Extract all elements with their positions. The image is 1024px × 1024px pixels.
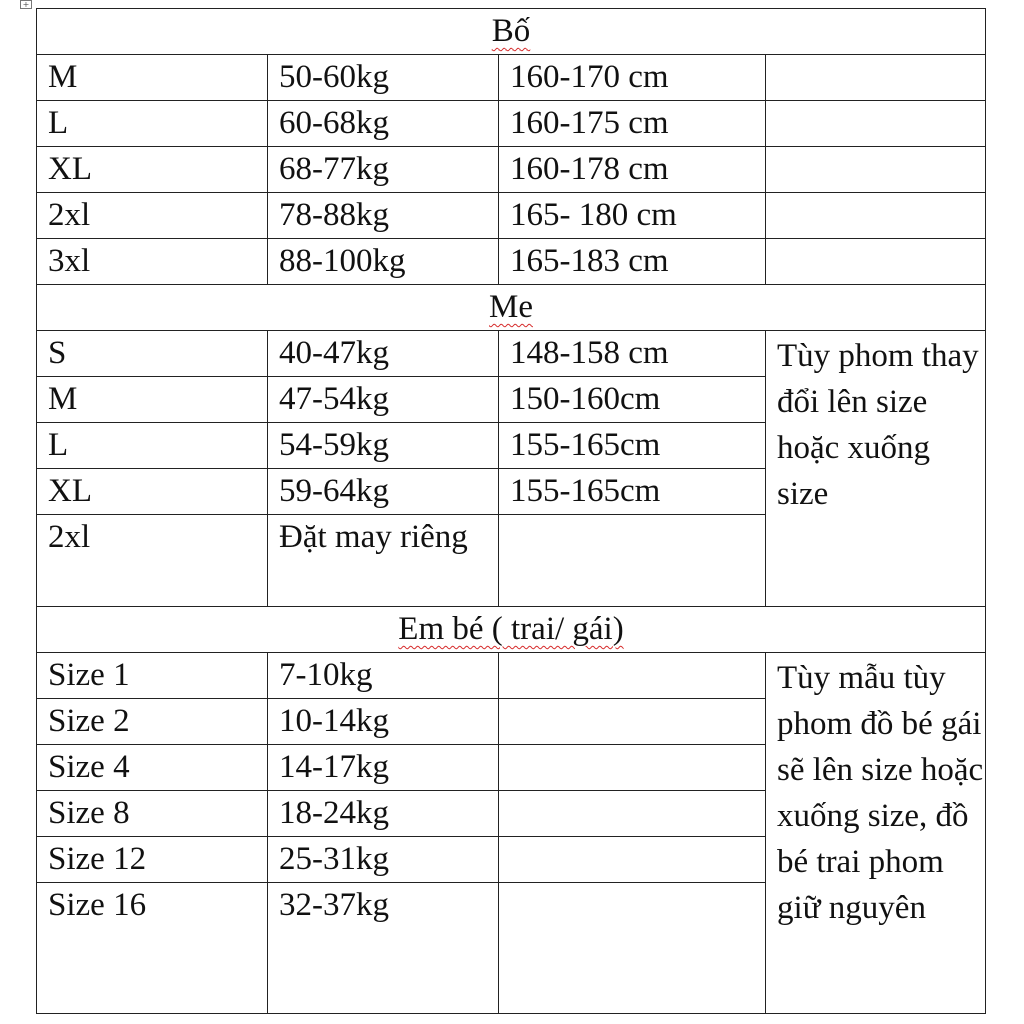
size-cell[interactable]: M — [37, 55, 268, 101]
weight-cell[interactable]: 54-59kg — [268, 423, 499, 469]
height-cell[interactable]: 165- 180 cm — [499, 193, 766, 239]
height-cell[interactable] — [499, 745, 766, 791]
size-chart-table — [36, 8, 986, 1014]
table-row — [37, 653, 986, 699]
weight-cell[interactable]: 18-24kg — [268, 791, 499, 837]
weight-cell[interactable]: 68-77kg — [268, 147, 499, 193]
weight-cell[interactable]: 40-47kg — [268, 331, 499, 377]
height-cell[interactable]: 160-175 cm — [499, 101, 766, 147]
weight-cell[interactable]: 7-10kg — [268, 653, 499, 699]
table-row — [37, 55, 986, 101]
size-cell[interactable]: 2xl — [37, 515, 268, 607]
table-move-handle-icon[interactable]: + — [20, 0, 32, 9]
section-header-row — [37, 9, 986, 55]
weight-cell[interactable]: 32-37kg — [268, 883, 499, 1014]
size-cell[interactable]: Size 4 — [37, 745, 268, 791]
size-cell[interactable]: XL — [37, 147, 268, 193]
size-cell[interactable]: 2xl — [37, 193, 268, 239]
section-title-mother[interactable]: Me — [37, 285, 986, 331]
size-cell[interactable]: Size 12 — [37, 837, 268, 883]
weight-cell[interactable]: 78-88kg — [268, 193, 499, 239]
weight-cell[interactable]: 88-100kg — [268, 239, 499, 285]
size-cell[interactable]: M — [37, 377, 268, 423]
size-cell[interactable]: Size 16 — [37, 883, 268, 1014]
height-cell[interactable] — [499, 791, 766, 837]
weight-cell[interactable]: 59-64kg — [268, 469, 499, 515]
size-cell[interactable]: Size 8 — [37, 791, 268, 837]
table-row — [37, 331, 986, 377]
height-cell[interactable]: 160-178 cm — [499, 147, 766, 193]
height-cell[interactable] — [499, 837, 766, 883]
note-cell[interactable] — [766, 147, 986, 193]
height-cell[interactable]: 155-165cm — [499, 469, 766, 515]
size-cell[interactable]: 3xl — [37, 239, 268, 285]
size-cell[interactable]: Size 1 — [37, 653, 268, 699]
height-cell[interactable] — [499, 515, 766, 607]
weight-cell[interactable]: Đặt may riêng — [268, 515, 499, 607]
height-cell[interactable] — [499, 883, 766, 1014]
height-cell[interactable]: 160-170 cm — [499, 55, 766, 101]
note-cell-kids[interactable]: Tùy mẫu tùy phom đồ bé gái sẽ lên size hoặc xuống size, đồ bé trai phom giữ nguyên — [766, 653, 986, 1014]
height-cell[interactable]: 150-160cm — [499, 377, 766, 423]
weight-cell[interactable]: 14-17kg — [268, 745, 499, 791]
height-cell[interactable]: 155-165cm — [499, 423, 766, 469]
size-cell[interactable]: L — [37, 101, 268, 147]
table-row — [37, 193, 986, 239]
size-cell[interactable]: XL — [37, 469, 268, 515]
table-row — [37, 101, 986, 147]
section-header-row — [37, 285, 986, 331]
section-title-father[interactable]: Bố — [37, 9, 986, 55]
size-cell[interactable]: L — [37, 423, 268, 469]
note-cell[interactable] — [766, 55, 986, 101]
section-title-kids[interactable]: Em bé ( trai/ gái) — [37, 607, 986, 653]
height-cell[interactable]: 148-158 cm — [499, 331, 766, 377]
section-header-row — [37, 607, 986, 653]
note-cell[interactable] — [766, 193, 986, 239]
note-cell-mother[interactable]: Tùy phom thay đổi lên size hoặc xuống size — [766, 331, 986, 607]
weight-cell[interactable]: 60-68kg — [268, 101, 499, 147]
height-cell[interactable]: 165-183 cm — [499, 239, 766, 285]
weight-cell[interactable]: 47-54kg — [268, 377, 499, 423]
weight-cell[interactable]: 10-14kg — [268, 699, 499, 745]
table-row — [37, 147, 986, 193]
height-cell[interactable] — [499, 653, 766, 699]
size-cell[interactable]: Size 2 — [37, 699, 268, 745]
height-cell[interactable] — [499, 699, 766, 745]
weight-cell[interactable]: 50-60kg — [268, 55, 499, 101]
table-row — [37, 239, 986, 285]
size-cell[interactable]: S — [37, 331, 268, 377]
weight-cell[interactable]: 25-31kg — [268, 837, 499, 883]
note-cell[interactable] — [766, 101, 986, 147]
note-cell[interactable] — [766, 239, 986, 285]
